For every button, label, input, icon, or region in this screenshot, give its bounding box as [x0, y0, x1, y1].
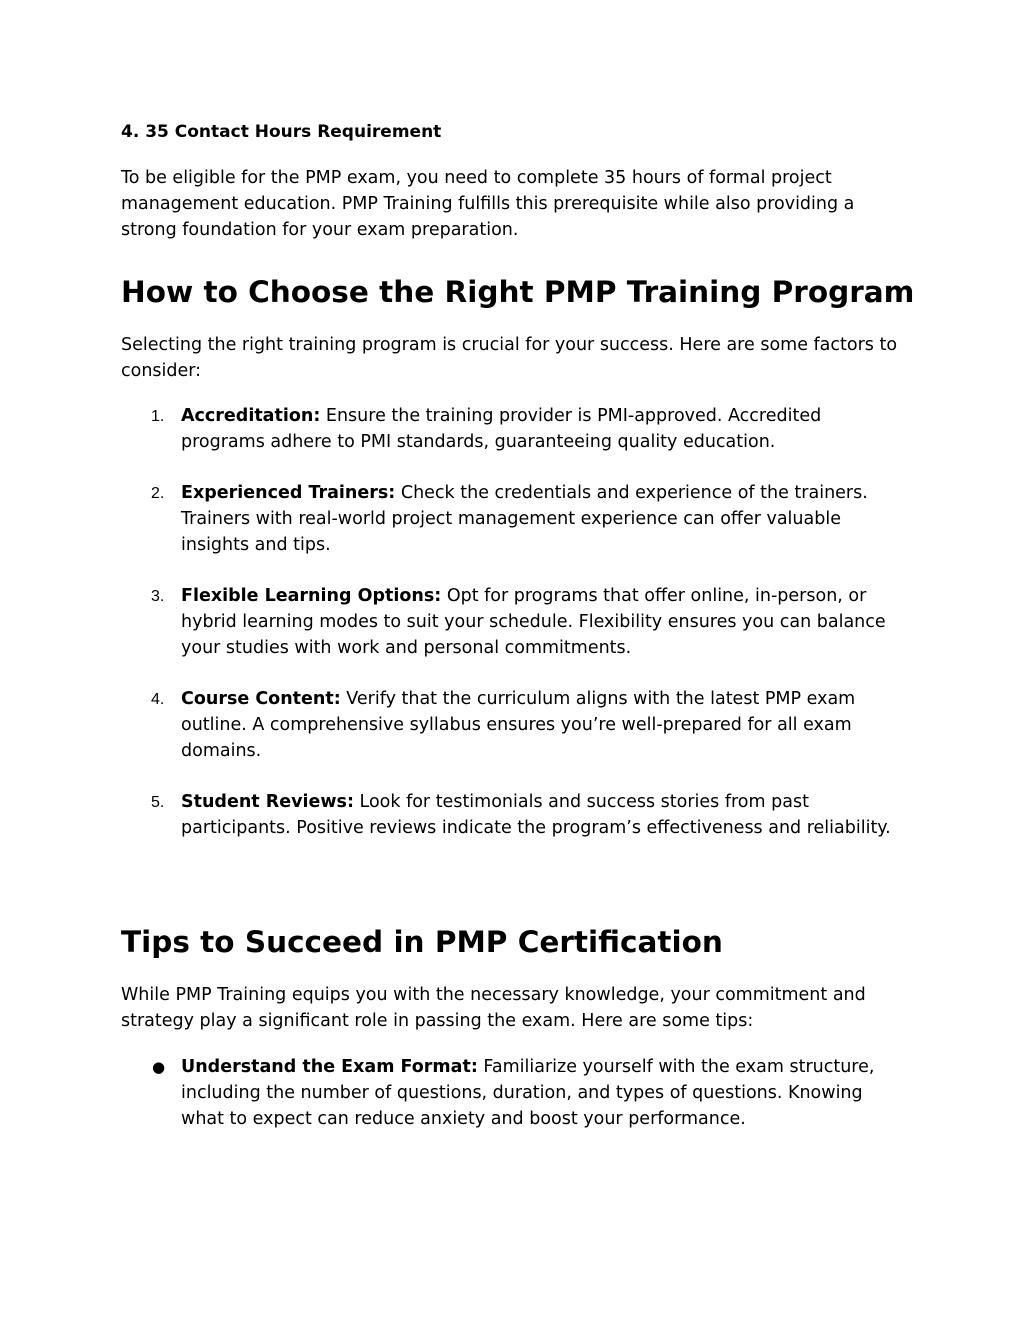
list-item-body: Familiarize yourself with the exam structure, including the number of questions, duration, and types of questions. Knowing what to expect can reduce anxiety and boost your performance.	[181, 1057, 875, 1129]
list-number: 1.	[151, 408, 165, 425]
heading-choose-program: How to Choose the Right PMP Training Program	[121, 275, 915, 309]
list-item-text	[181, 687, 897, 764]
list-item-text	[181, 481, 897, 558]
list-item-body: Look for testimonials and success stories from past participants. Positive reviews indicate the program’s effectiveness and reliability.	[181, 792, 891, 838]
list-item-title: Flexible Learning Options:	[181, 586, 442, 606]
list-item-student-reviews	[121, 790, 911, 842]
heading-tips: Tips to Succeed in PMP Certification	[121, 925, 723, 959]
list-item-title: Student Reviews:	[181, 792, 354, 812]
list-item-body: Verify that the curriculum aligns with the latest PMP exam outline. A comprehensive syllabus ensures you’re well-prepared for all exam domains.	[181, 689, 856, 761]
list-item-title: Course Content:	[181, 689, 341, 709]
list-item-title: Accreditation:	[181, 406, 321, 426]
list-number: 2.	[151, 485, 165, 502]
list-number: 5.	[151, 794, 165, 811]
list-number: 4.	[151, 691, 165, 708]
paragraph-choose-intro	[121, 333, 911, 385]
list-item-text	[181, 584, 897, 661]
list-item-course-content	[121, 687, 911, 764]
list-item-experienced-trainers	[121, 481, 911, 558]
section-heading-contact-hours: 4. 35 Contact Hours Requirement	[121, 122, 442, 142]
paragraph-text: Selecting the right training program is crucial for your success. Here are some factors to consider:	[121, 335, 898, 381]
list-item-body: Check the credentials and experience of the trainers. Trainers with real-world project management experience can offer valuable insights and tips.	[181, 483, 868, 555]
list-item-flexible-learning	[121, 584, 911, 661]
list-item-body: Opt for programs that offer online, in-person, or hybrid learning modes to suit your schedule. Flexibility ensures you can balance your studies with work and personal commitments.	[181, 586, 886, 658]
list-item-title: Experienced Trainers:	[181, 483, 396, 503]
list-item-accreditation	[121, 404, 911, 456]
list-item-text	[181, 1055, 897, 1132]
list-number: 3.	[151, 588, 165, 605]
list-item-text	[181, 790, 897, 842]
bullet-icon: ●	[152, 1058, 166, 1076]
paragraph-text: While PMP Training equips you with the necessary knowledge, your commitment and strategy play a significant role in passing the exam. Here are some tips:	[121, 985, 866, 1031]
list-item-exam-format	[121, 1055, 911, 1132]
paragraph-contact-hours	[121, 166, 911, 243]
paragraph-tips-intro	[121, 983, 911, 1035]
list-item-body: Ensure the training provider is PMI-approved. Accredited programs adhere to PMI standards, guaranteeing quality education.	[181, 406, 822, 452]
list-item-title: Understand the Exam Format:	[181, 1057, 478, 1077]
paragraph-text: To be eligible for the PMP exam, you need to complete 35 hours of formal project management education. PMP Training fulfills this prerequisite while also providing a strong foundation for your exam preparation.	[121, 168, 855, 240]
list-item-text	[181, 404, 897, 456]
